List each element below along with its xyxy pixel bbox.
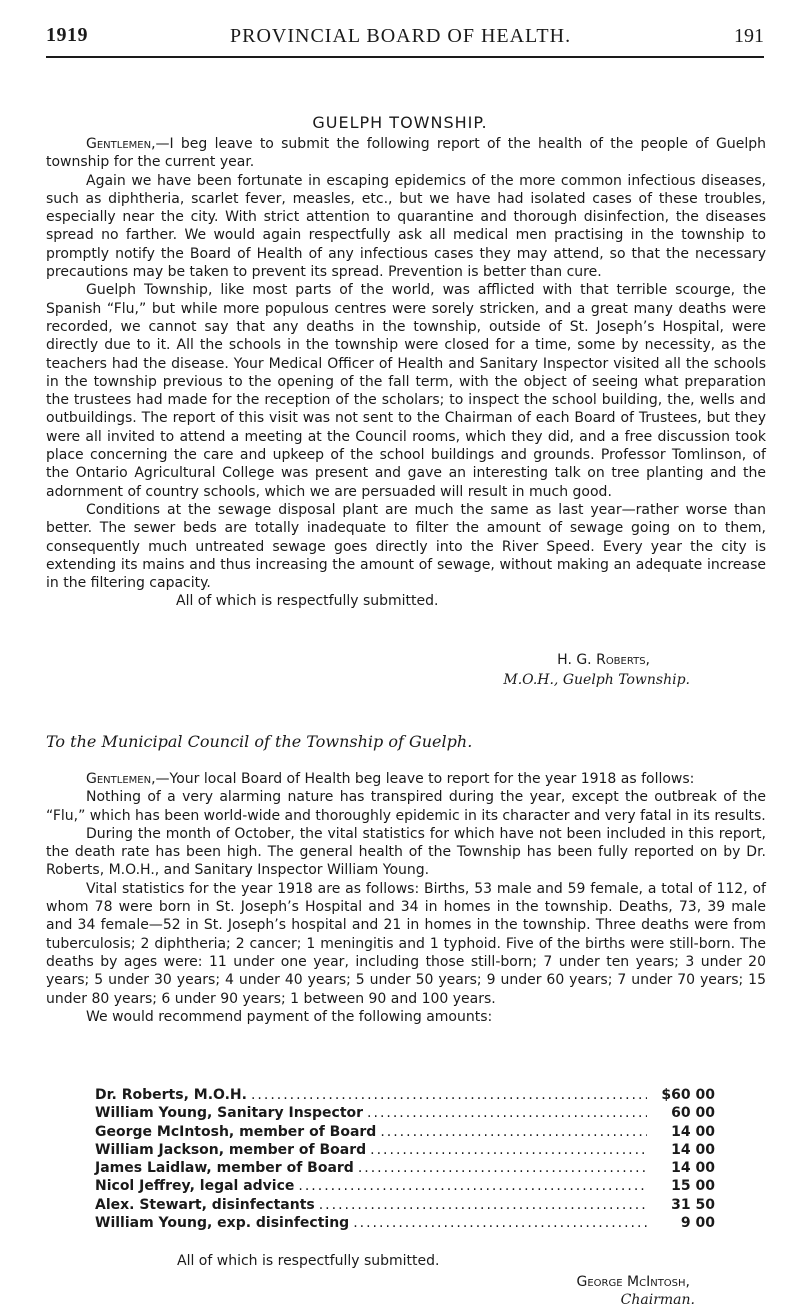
dot-leader	[367, 1104, 647, 1122]
payment-amount: 15 00	[671, 1178, 715, 1195]
report-body-1	[46, 135, 766, 611]
page-number: 191	[734, 25, 764, 47]
payment-row	[95, 1141, 715, 1159]
payment-name: Alex. Stewart, disinfectants	[95, 1196, 315, 1213]
payment-name: Dr. Roberts, M.O.H.	[95, 1087, 247, 1103]
payment-amount: 31 50	[671, 1196, 715, 1213]
paragraph-4: Conditions at the sewage disposal plant are much the same as last year—rather worse than better. The sewer beds are totally inadequate to filter the amount of sewage going on to them, consequently much untreated sewage goes directly into the River Speed. Every year the city is extending its mains and thus increasing the amount of sewage, without making an adequate increase in the filtering capacity.	[46, 501, 766, 592]
paragraph-2: Again we have been fortunate in escaping epidemics of the more common infectious diseases, such as diphtheria, scarlet fever, measles, etc., but we have had isolated cases of these troubles, especially near the city. With strict attention to quarantine and thorough disinfection, the diseases spread no farther. We would again respectfully ask all medical men practising in the township to promptly notify the Board of Health of any infectious cases they may attend, so that the necessary precautions may be taken to prevent its spread. Prevention is better than cure.	[46, 172, 766, 281]
paragraph-9: We would recommend payment of the following amounts:	[86, 1008, 493, 1025]
payment-row	[95, 1214, 715, 1232]
section-heading: GUELPH TOWNSHIP.	[312, 113, 488, 132]
payment-name: Nicol Jeffrey, legal advice	[95, 1178, 295, 1195]
payment-amount: 9 00	[680, 1215, 715, 1232]
running-header	[46, 24, 764, 58]
payment-name: William Young, exp. disinfecting	[95, 1215, 350, 1232]
payment-row	[95, 1104, 715, 1122]
header-year: 1919	[46, 24, 88, 46]
payment-name: William Young, Sanitary Inspector	[95, 1105, 364, 1122]
payment-amount: 14 00	[671, 1160, 715, 1177]
payment-amount: 60 00	[671, 1105, 715, 1122]
payment-amount: $60 00	[661, 1087, 715, 1103]
dot-leader	[370, 1141, 647, 1159]
salutation: Gentlemen,	[86, 771, 156, 787]
dot-leader	[251, 1086, 647, 1104]
paragraph-text: —I beg leave to submit the following report of the health of the people of Guelph township for the current year.	[46, 136, 766, 171]
paragraph-6: Nothing of a very alarming nature has transpired during the year, except the outbreak of the “Flu,” which has been world-wide and thoroughly epidemic in its character and very fatal in its results.	[46, 789, 766, 824]
paragraph-3: Guelph Township, like most parts of the world, was afflicted with that terrible scourge, the Spanish “Flu,” but while more populous centres were sorely stricken, and a great many deaths were recorded, we cannot say that any deaths in the township, outside of St. Joseph’s Hospital, were directly due to it. All the schools in the township were closed for a time, some by necessity, as the teachers had the disease. Your Medical Officer of Health and Sanitary Inspector visited all the schools in the township previous to the opening of the fall term, with the object of seeing what preparation the trustees had made for the reception of the scholars; to inspect the school building, the, wells and outbuildings. The report of this visit was not sent to the Chairman of each Board of Trustees, but they were all invited to attend a meeting at the Council rooms, which they did, and a free discussion took place concerning the care and upkeep of the school buildings and grounds. Professor Tomlinson, of the Ontario Agricultural College was present and gave an interesting talk on tree planting and the adornment of country schools, which we are persuaded will result in much good.	[46, 282, 766, 500]
signatory-name: H. G. Roberts,	[557, 652, 650, 668]
paragraph-text: —Your local Board of Health beg leave to report for the year 1918 as follows:	[155, 771, 695, 787]
signature-block-1	[0, 650, 690, 690]
chairman-name: George McIntosh,	[576, 1273, 690, 1290]
payment-name: George McIntosh, member of Board	[95, 1123, 377, 1140]
payment-row	[95, 1123, 715, 1141]
addressee: To the Municipal Council of the Township of Guelph.	[46, 732, 473, 751]
payment-name: James Laidlaw, member of Board	[95, 1160, 354, 1177]
payment-row	[95, 1159, 715, 1177]
header-title: PROVINCIAL BOARD OF HEALTH.	[230, 25, 572, 47]
closing-line-2: All of which is respectfully submitted.	[177, 1253, 440, 1270]
salutation: Gentlemen,	[86, 136, 156, 152]
payment-row	[95, 1086, 715, 1104]
paragraph-7: During the month of October, the vital statistics for which have not been included in this report, the death rate has been high. The general health of the Township has been fully reported on by Dr. Roberts, M.O.H., and Sanitary Inspector William Young.	[46, 825, 766, 879]
dot-leader	[298, 1177, 647, 1195]
payment-row	[95, 1196, 715, 1214]
dot-leader	[380, 1123, 647, 1141]
paragraph-8: Vital statistics for the year 1918 are as follows: Births, 53 male and 59 female, a total of 112, of whom 78 were born in St. Joseph’s Hospital and 34 in homes in the township. Deaths, 73, 39 male and 34 female—52 in St. Joseph’s hospital and 21 in homes in the township. Three deaths were from tuberculosis; 2 diphtheria; 2 cancer; 1 meningitis and 1 typhoid. Five of the births were still-born. The deaths by ages were: 11 under one year, including those still-born; 7 under ten years; 3 under 20 years; 5 under 30 years; 4 under 40 years; 5 under 50 years; 9 under 60 years; 7 under 70 years; 15 under 80 years; 6 under 90 years; 1 between 90 and 100 years.	[46, 880, 766, 1007]
paragraph-1	[46, 135, 766, 172]
payment-name: William Jackson, member of Board	[95, 1141, 367, 1158]
paragraph-5	[46, 770, 766, 788]
payments-list	[95, 1086, 715, 1309]
spacer	[95, 1232, 715, 1252]
closing-line: All of which is respectfully submitted.	[176, 593, 439, 610]
dot-leader	[358, 1159, 647, 1177]
payment-amount: 14 00	[671, 1123, 715, 1140]
dot-leader	[319, 1196, 647, 1214]
dot-leader	[353, 1214, 647, 1232]
signatory-title: M.O.H., Guelph Township.	[503, 672, 690, 688]
payment-row	[95, 1177, 715, 1195]
report-body-2	[46, 770, 766, 1026]
payment-amount: 14 00	[671, 1141, 715, 1158]
chairman-title: Chairman.	[620, 1291, 695, 1308]
